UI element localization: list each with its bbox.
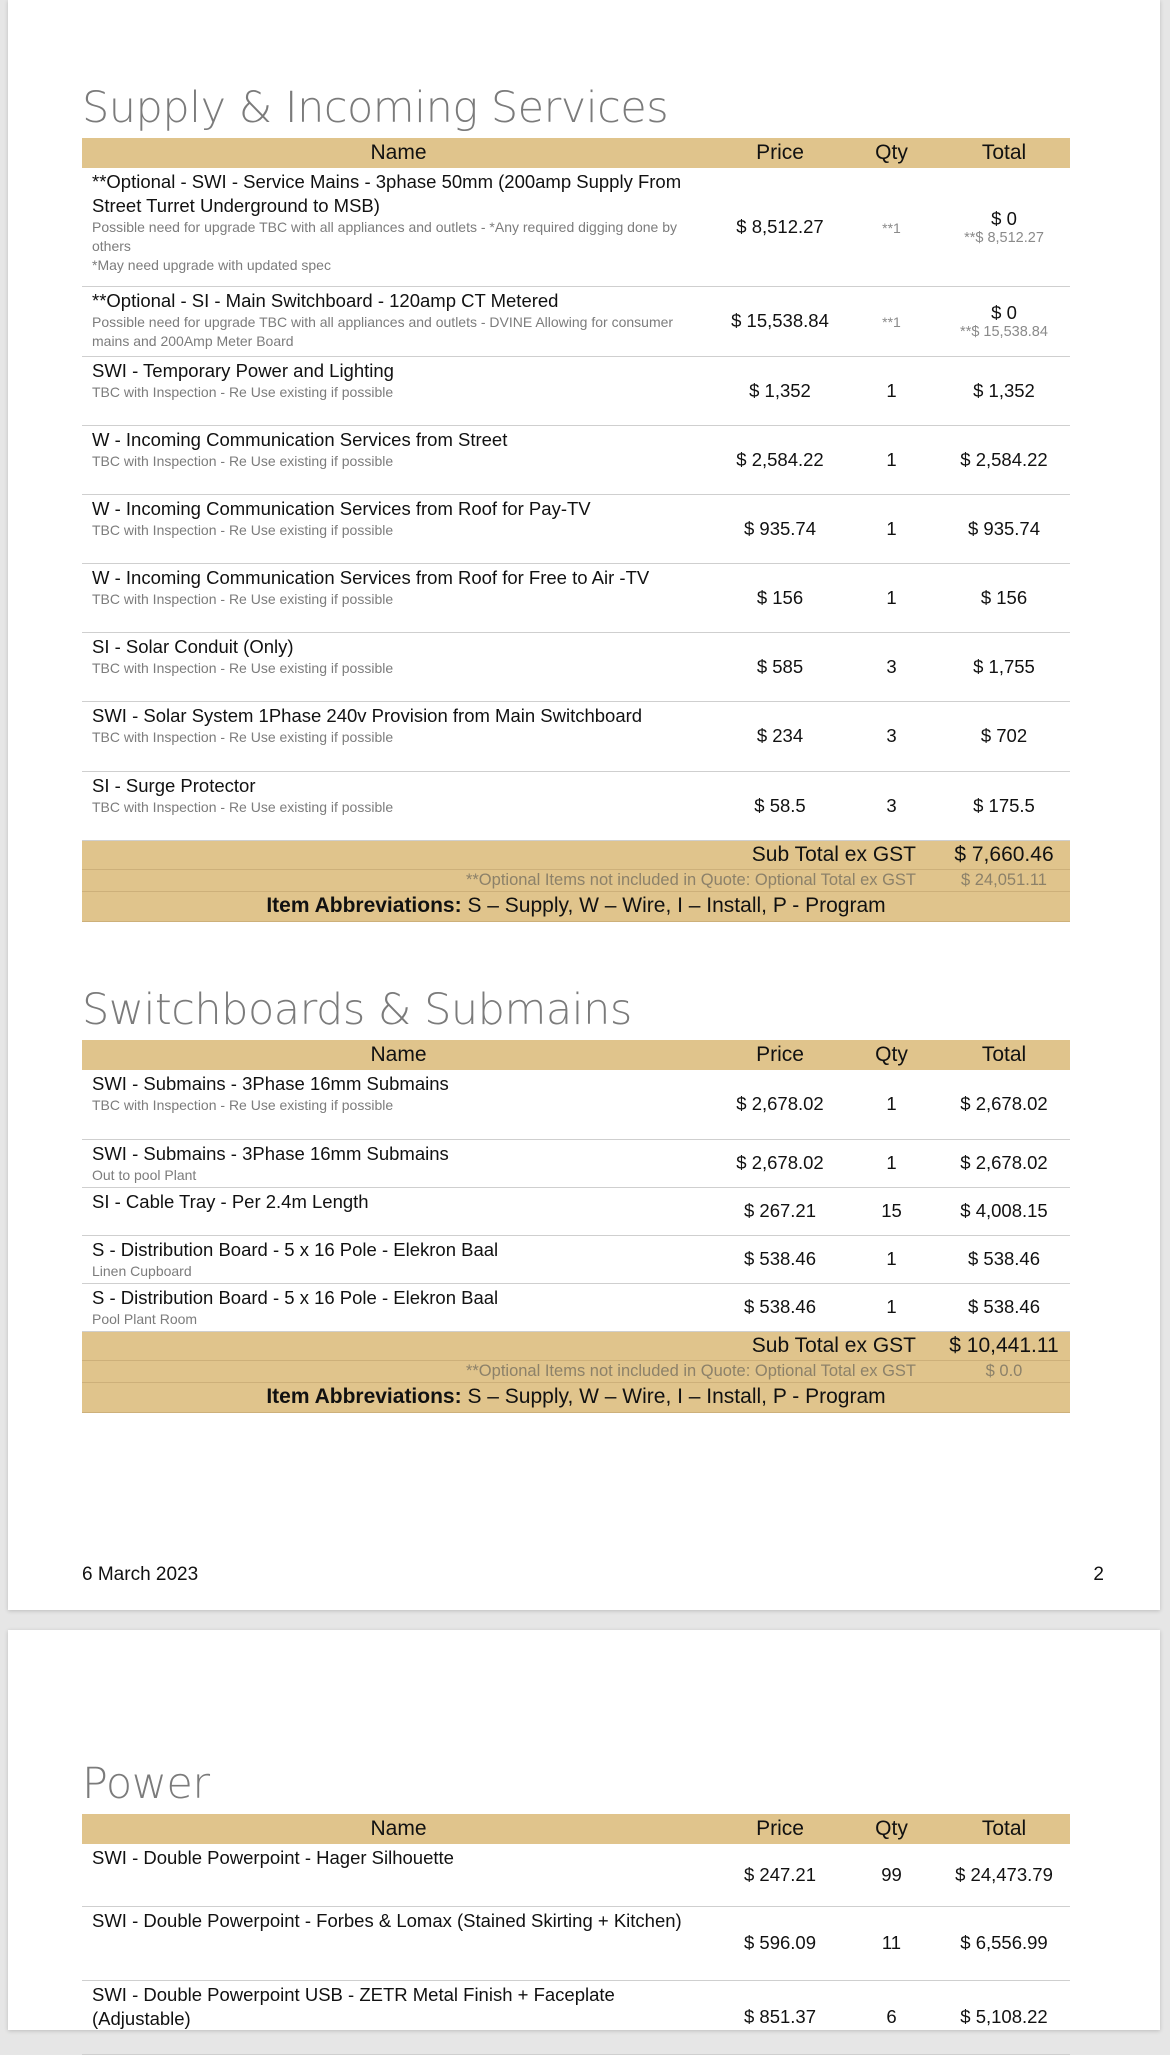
subtotal-value: $ 7,660.46 <box>938 840 1070 869</box>
item-price-value: $ 2,678.02 <box>736 1093 824 1115</box>
item-name: **Optional - SI - Main Switchboard - 120amp CT Metered <box>92 289 559 311</box>
abbreviations-row <box>82 1382 1070 1412</box>
item-total-value: $ 538.46 <box>967 1248 1040 1269</box>
item-description: TBC with Inspection - Re Use existing if possible <box>92 590 394 607</box>
item-price <box>715 286 845 356</box>
item-total-value: $ 1,352 <box>973 379 1035 401</box>
item-name-cell <box>82 1906 715 1980</box>
table-row <box>82 563 1070 632</box>
item-total-value: $ 175.5 <box>973 794 1035 816</box>
item-description: Out to pool Plant <box>92 1166 197 1183</box>
item-total-value: $ 0 <box>991 302 1017 323</box>
item-total <box>938 701 1070 771</box>
item-qty-value: 1 <box>886 1296 897 1317</box>
optional-total-row <box>82 1360 1070 1382</box>
item-total-value: $ 2,678.02 <box>960 1152 1048 1173</box>
item-qty <box>845 286 938 356</box>
item-price-value: $ 247.21 <box>743 1863 816 1885</box>
item-name: W - Incoming Communication Services from Street <box>92 428 508 450</box>
header-qty: Qty <box>845 1040 938 1070</box>
item-price-value: $ 1,352 <box>749 379 811 401</box>
item-qty-value: 1 <box>886 586 897 608</box>
item-total-value: $ 5,108.22 <box>960 2006 1048 2027</box>
item-total <box>938 1187 1070 1235</box>
item-name: W - Incoming Communication Services from Roof for Free to Air -TV <box>92 566 650 588</box>
table-header-row <box>82 1040 1070 1070</box>
item-qty <box>845 1139 938 1187</box>
header-qty: Qty <box>845 138 938 168</box>
item-description: TBC with Inspection - Re Use existing if possible <box>92 521 394 538</box>
item-name-cell <box>82 425 715 494</box>
document-page-2 <box>8 1630 1160 2030</box>
item-name-cell <box>82 1283 715 1331</box>
item-qty <box>845 425 938 494</box>
item-description: TBC with Inspection - Re Use existing if possible <box>92 383 394 400</box>
item-price-value: $ 15,538.84 <box>731 310 829 331</box>
subtotal-row <box>82 1331 1070 1360</box>
table-row <box>82 286 1070 356</box>
item-name-cell <box>82 356 715 425</box>
item-name-cell <box>82 1139 715 1187</box>
item-qty-value: 11 <box>881 1932 902 1953</box>
section-title: Power <box>82 1759 210 1809</box>
item-qty <box>845 632 938 701</box>
item-price-value: $ 2,584.22 <box>736 448 824 470</box>
item-name: **Optional - SWI - Service Mains - 3phase 50mm (200amp Supply From Street Turret Underground to MSB) <box>92 171 682 216</box>
item-qty <box>845 1235 938 1283</box>
item-qty <box>845 563 938 632</box>
item-name-cell <box>82 632 715 701</box>
item-qty <box>845 1070 938 1139</box>
table-row <box>82 1187 1070 1235</box>
item-price <box>715 1139 845 1187</box>
item-total <box>938 286 1070 356</box>
optional-total-row <box>82 869 1070 891</box>
subtotal-row <box>82 840 1070 869</box>
item-total <box>938 1139 1070 1187</box>
item-total <box>938 425 1070 494</box>
item-name: SWI - Submains - 3Phase 16mm Submains <box>92 1073 449 1094</box>
table-row <box>82 771 1070 840</box>
item-total-value: $ 538.46 <box>967 1296 1040 1317</box>
item-name-cell <box>82 1980 715 2054</box>
item-qty <box>845 701 938 771</box>
item-price-value: $ 585 <box>756 655 804 677</box>
document-page-1 <box>8 0 1160 1610</box>
table-row <box>82 1139 1070 1187</box>
item-qty-value: 3 <box>886 794 897 816</box>
item-description: Possible need for upgrade TBC with all appliances and outlets - *Any required digging done by others <box>92 219 677 254</box>
footer-date: 6 March 2023 <box>82 1564 199 1585</box>
item-price-value: $ 267.21 <box>743 1200 816 1221</box>
table-row <box>82 1283 1070 1331</box>
section-switchboards-submains <box>82 980 1070 1413</box>
items-table <box>82 1040 1070 1413</box>
item-price <box>715 1906 845 1980</box>
item-price-value: $ 58.5 <box>754 794 806 816</box>
optional-total-label: **Optional Items not included in Quote: Optional Total ex GST <box>82 869 938 891</box>
item-price <box>715 632 845 701</box>
item-total-value: $ 6,556.99 <box>960 1932 1048 1953</box>
header-total: Total <box>938 1040 1070 1070</box>
header-price: Price <box>715 1814 845 1844</box>
item-price <box>715 771 845 840</box>
subtotal-label: Sub Total ex GST <box>82 840 938 869</box>
item-price-value: $ 851.37 <box>743 2006 816 2027</box>
item-name-cell <box>82 701 715 771</box>
item-price <box>715 1283 845 1331</box>
item-name: SWI - Double Powerpoint - Forbes & Lomax (Stained Skirting + Kitchen) <box>92 1909 682 1931</box>
item-total-value: $ 0 <box>991 207 1017 229</box>
item-total-value: $ 2,584.22 <box>960 448 1048 470</box>
item-name: SWI - Double Powerpoint - Hager Silhouette <box>92 1847 454 1868</box>
item-qty-value: 6 <box>886 2006 897 2027</box>
item-price <box>715 494 845 563</box>
page-number: 2 <box>1093 1564 1104 1585</box>
item-total <box>938 356 1070 425</box>
item-total <box>938 1283 1070 1331</box>
header-total: Total <box>938 138 1070 168</box>
item-qty <box>845 1844 938 1906</box>
table-row <box>82 632 1070 701</box>
item-total <box>938 771 1070 840</box>
item-price <box>715 1980 845 2054</box>
item-description: TBC with Inspection - Re Use existing if possible <box>92 659 394 676</box>
item-name: SI - Cable Tray - Per 2.4m Length <box>92 1190 369 1212</box>
item-description: Pool Plant Room <box>92 1310 198 1327</box>
item-description: TBC with Inspection - Re Use existing if possible <box>92 1097 394 1113</box>
item-total-value: $ 702 <box>980 725 1028 746</box>
item-price <box>715 701 845 771</box>
items-table <box>82 138 1070 922</box>
item-total <box>938 1235 1070 1283</box>
item-total <box>938 1906 1070 1980</box>
item-name: SWI - Temporary Power and Lighting <box>92 359 394 381</box>
item-qty-value: 1 <box>886 1152 897 1173</box>
section-supply-incoming <box>82 78 1070 922</box>
subtotal-label: Sub Total ex GST <box>82 1331 938 1360</box>
item-qty <box>845 494 938 563</box>
item-qty <box>845 1283 938 1331</box>
header-price: Price <box>715 138 845 168</box>
table-header-row <box>82 1814 1070 1844</box>
table-row <box>82 1906 1070 1980</box>
section-title: Supply & Incoming Services <box>82 83 669 133</box>
item-total <box>938 632 1070 701</box>
item-name-cell <box>82 286 715 356</box>
item-name-cell <box>82 1235 715 1283</box>
item-total-value: $ 1,755 <box>973 655 1035 677</box>
header-qty: Qty <box>845 1814 938 1844</box>
optional-total-value: $ 0.0 <box>938 1360 1070 1382</box>
item-qty <box>845 356 938 425</box>
item-name: SI - Solar Conduit (Only) <box>92 635 294 657</box>
header-name: Name <box>82 138 715 168</box>
item-qty-value: 1 <box>886 1093 897 1115</box>
item-description: Linen Cupboard <box>92 1262 192 1279</box>
item-price <box>715 356 845 425</box>
table-row <box>82 168 1070 286</box>
item-qty <box>845 1187 938 1235</box>
item-qty <box>845 771 938 840</box>
item-name-cell <box>82 494 715 563</box>
item-name: S - Distribution Board - 5 x 16 Pole - Elekron Baal <box>92 1286 499 1308</box>
item-total-value: $ 935.74 <box>967 517 1040 539</box>
item-total <box>938 1980 1070 2054</box>
item-name: SI - Surge Protector <box>92 774 256 796</box>
table-row <box>82 1070 1070 1139</box>
table-row <box>82 494 1070 563</box>
item-description: TBC with Inspection - Re Use existing if possible <box>92 728 394 745</box>
item-qty-value: **1 <box>882 314 901 330</box>
item-total <box>938 494 1070 563</box>
item-name-cell <box>82 1187 715 1235</box>
header-name: Name <box>82 1040 715 1070</box>
item-total <box>938 563 1070 632</box>
item-price <box>715 1187 845 1235</box>
item-description: TBC with Inspection - Re Use existing if possible <box>92 798 394 815</box>
item-total-value: $ 24,473.79 <box>955 1863 1053 1885</box>
subtotal-value: $ 10,441.11 <box>938 1331 1070 1360</box>
item-price <box>715 563 845 632</box>
item-qty-value: 3 <box>886 655 897 677</box>
item-qty <box>845 1980 938 2054</box>
item-optional-total: **$ 8,512.27 <box>964 229 1044 246</box>
item-name-cell <box>82 168 715 286</box>
item-price-value: $ 538.46 <box>743 1248 816 1269</box>
abbreviations-row <box>82 891 1070 921</box>
abbreviations <box>82 891 1070 921</box>
item-price <box>715 168 845 286</box>
optional-total-value: $ 24,051.11 <box>938 869 1070 891</box>
item-name-cell <box>82 1844 715 1906</box>
items-table <box>82 1814 1070 2055</box>
item-name: SWI - Solar System 1Phase 240v Provision from Main Switchboard <box>92 704 643 726</box>
abbreviations-text: S – Supply, W – Wire, I – Install, P - Program <box>461 894 886 917</box>
table-row <box>82 425 1070 494</box>
item-total <box>938 1844 1070 1906</box>
item-qty-value: 15 <box>881 1200 902 1221</box>
item-price-value: $ 2,678.02 <box>736 1152 824 1173</box>
abbreviations <box>82 1382 1070 1412</box>
item-description: TBC with Inspection - Re Use existing if possible <box>92 452 394 469</box>
item-qty <box>845 1906 938 1980</box>
item-qty-value: 1 <box>886 517 897 539</box>
header-price: Price <box>715 1040 845 1070</box>
item-qty-value: 99 <box>881 1863 902 1885</box>
section-power <box>82 1754 1070 2055</box>
header-total: Total <box>938 1814 1070 1844</box>
item-total-value: $ 156 <box>980 586 1028 608</box>
item-qty-value: 1 <box>886 1248 897 1269</box>
item-optional-total: **$ 15,538.84 <box>960 324 1048 340</box>
table-row <box>82 356 1070 425</box>
item-price-value: $ 935.74 <box>743 517 816 539</box>
table-row <box>82 1980 1070 2054</box>
section-title: Switchboards & Submains <box>82 985 632 1035</box>
item-qty-value: 1 <box>886 379 897 401</box>
item-qty-value: 1 <box>886 448 897 470</box>
item-name: S - Distribution Board - 5 x 16 Pole - Elekron Baal <box>92 1238 499 1260</box>
item-name-cell <box>82 771 715 840</box>
item-price <box>715 1844 845 1906</box>
item-name-cell <box>82 1070 715 1139</box>
table-row <box>82 1235 1070 1283</box>
optional-total-label: **Optional Items not included in Quote: Optional Total ex GST <box>82 1360 938 1382</box>
item-total-value: $ 2,678.02 <box>960 1093 1048 1115</box>
item-price-value: $ 234 <box>756 725 804 746</box>
item-total <box>938 1070 1070 1139</box>
item-description: *May need upgrade with updated spec <box>92 257 331 273</box>
item-qty-value: 3 <box>886 725 897 746</box>
item-total <box>938 168 1070 286</box>
item-name-cell <box>82 563 715 632</box>
item-qty <box>845 168 938 286</box>
table-row <box>82 1844 1070 1906</box>
table-row <box>82 701 1070 771</box>
item-price <box>715 1235 845 1283</box>
item-price-value: $ 538.46 <box>743 1296 816 1317</box>
item-price <box>715 425 845 494</box>
abbreviations-text: S – Supply, W – Wire, I – Install, P - Program <box>461 1385 886 1408</box>
item-qty-value: **1 <box>882 219 901 236</box>
abbreviations-label: Item Abbreviations: <box>266 894 462 917</box>
item-price <box>715 1070 845 1139</box>
abbreviations-label: Item Abbreviations: <box>266 1385 462 1408</box>
item-description: Possible need for upgrade TBC with all appliances and outlets - DVINE Allowing for consumer mains and 200Amp Meter Board <box>92 313 674 349</box>
item-price-value: $ 156 <box>756 586 804 608</box>
item-total-value: $ 4,008.15 <box>960 1200 1048 1221</box>
item-name: SWI - Double Powerpoint USB - ZETR Metal Finish + Faceplate (Adjustable) <box>92 1983 615 2029</box>
item-price-value: $ 8,512.27 <box>736 215 824 237</box>
table-header-row <box>82 138 1070 168</box>
item-price-value: $ 596.09 <box>743 1932 816 1953</box>
item-name: W - Incoming Communication Services from Roof for Pay-TV <box>92 497 591 519</box>
header-name: Name <box>82 1814 715 1844</box>
item-name: SWI - Submains - 3Phase 16mm Submains <box>92 1142 449 1164</box>
